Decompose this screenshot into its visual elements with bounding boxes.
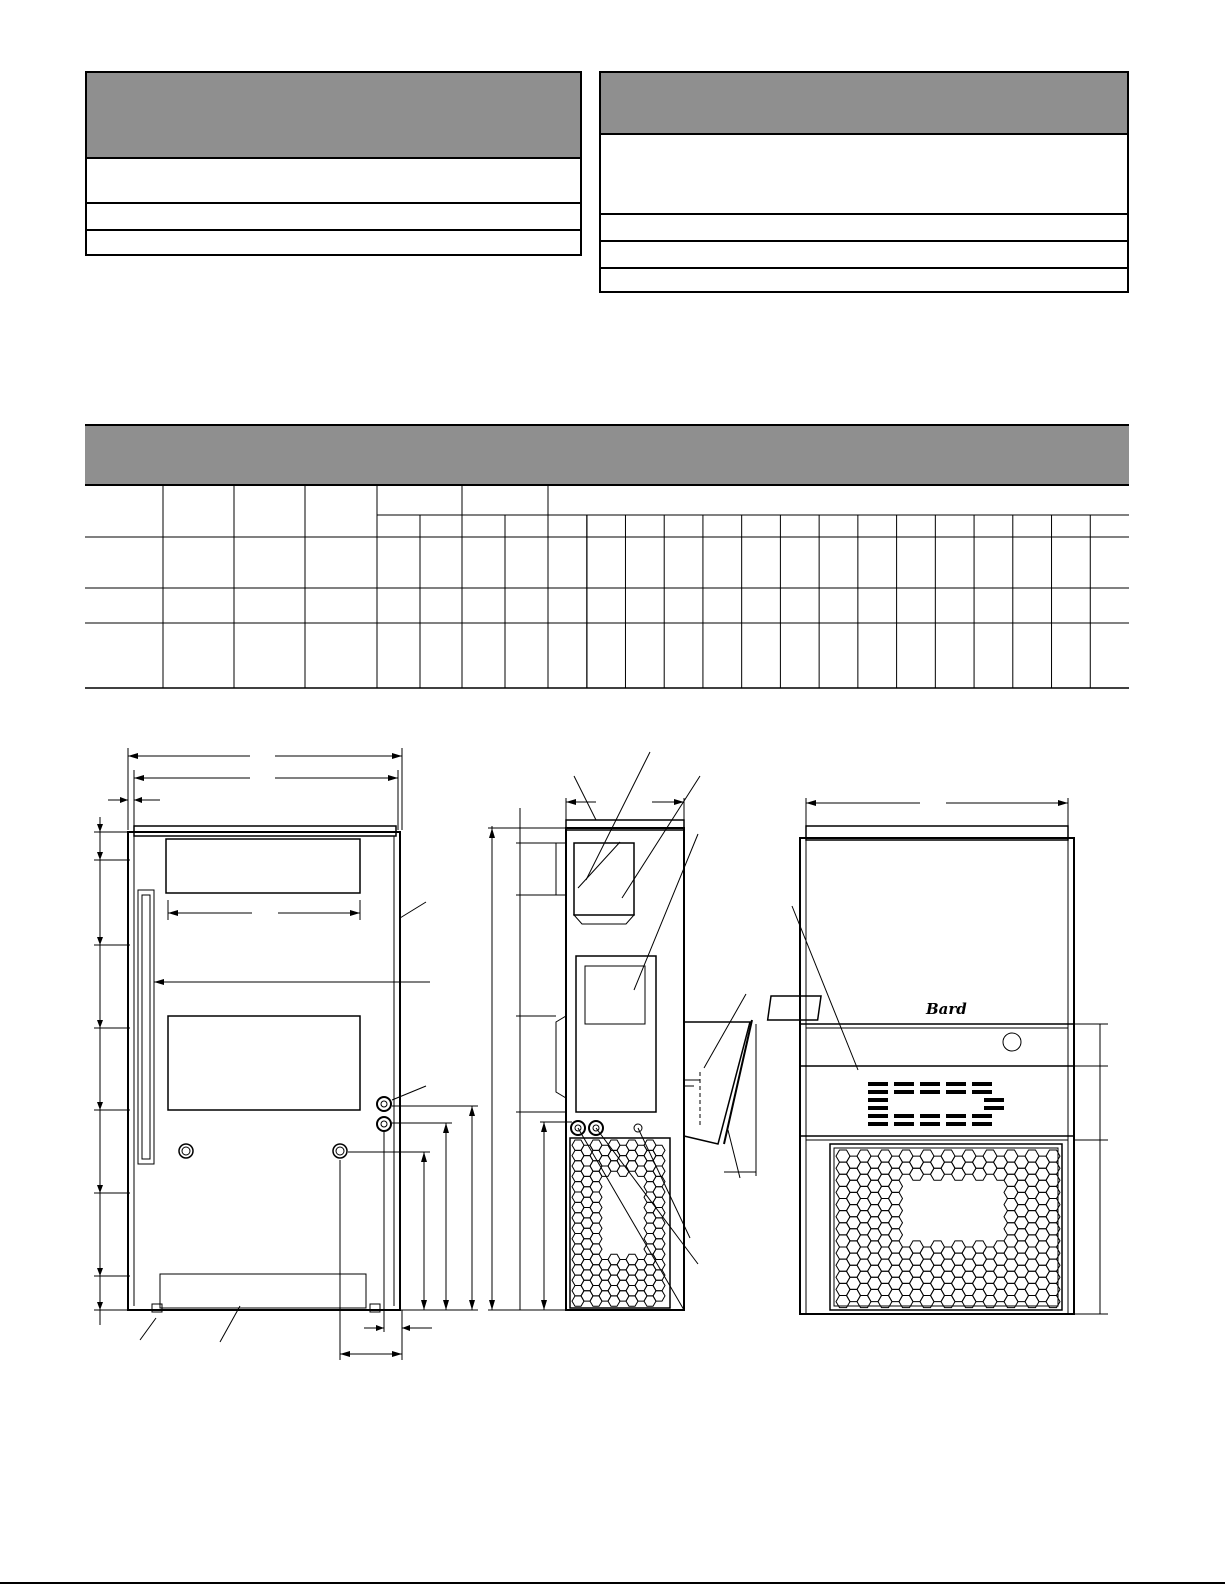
spec-table-right-header: [601, 73, 1127, 135]
rear-view: [768, 798, 1108, 1314]
spec-table-left: [85, 71, 582, 256]
dimension-table: [85, 424, 1129, 690]
spec-table-right-row: [601, 269, 1127, 291]
spec-table-right-row: [601, 215, 1127, 242]
spec-table-left-row: [87, 204, 580, 231]
side-grille: [572, 1140, 665, 1306]
bard-logo-icon: [768, 996, 821, 1020]
bard-logo-text: Bard: [926, 1000, 967, 1018]
side-view: [488, 752, 756, 1310]
spec-table-left-row: [87, 231, 580, 254]
spec-table-left-header: [87, 73, 580, 159]
rear-grille: [836, 1150, 1060, 1308]
dimension-table-grid: [85, 424, 1129, 690]
spec-table-left-row: [87, 159, 580, 204]
spec-table-right-row: [601, 135, 1127, 215]
spec-table-right: [599, 71, 1129, 293]
spec-table-right-row: [601, 242, 1127, 269]
front-view: [94, 748, 478, 1360]
